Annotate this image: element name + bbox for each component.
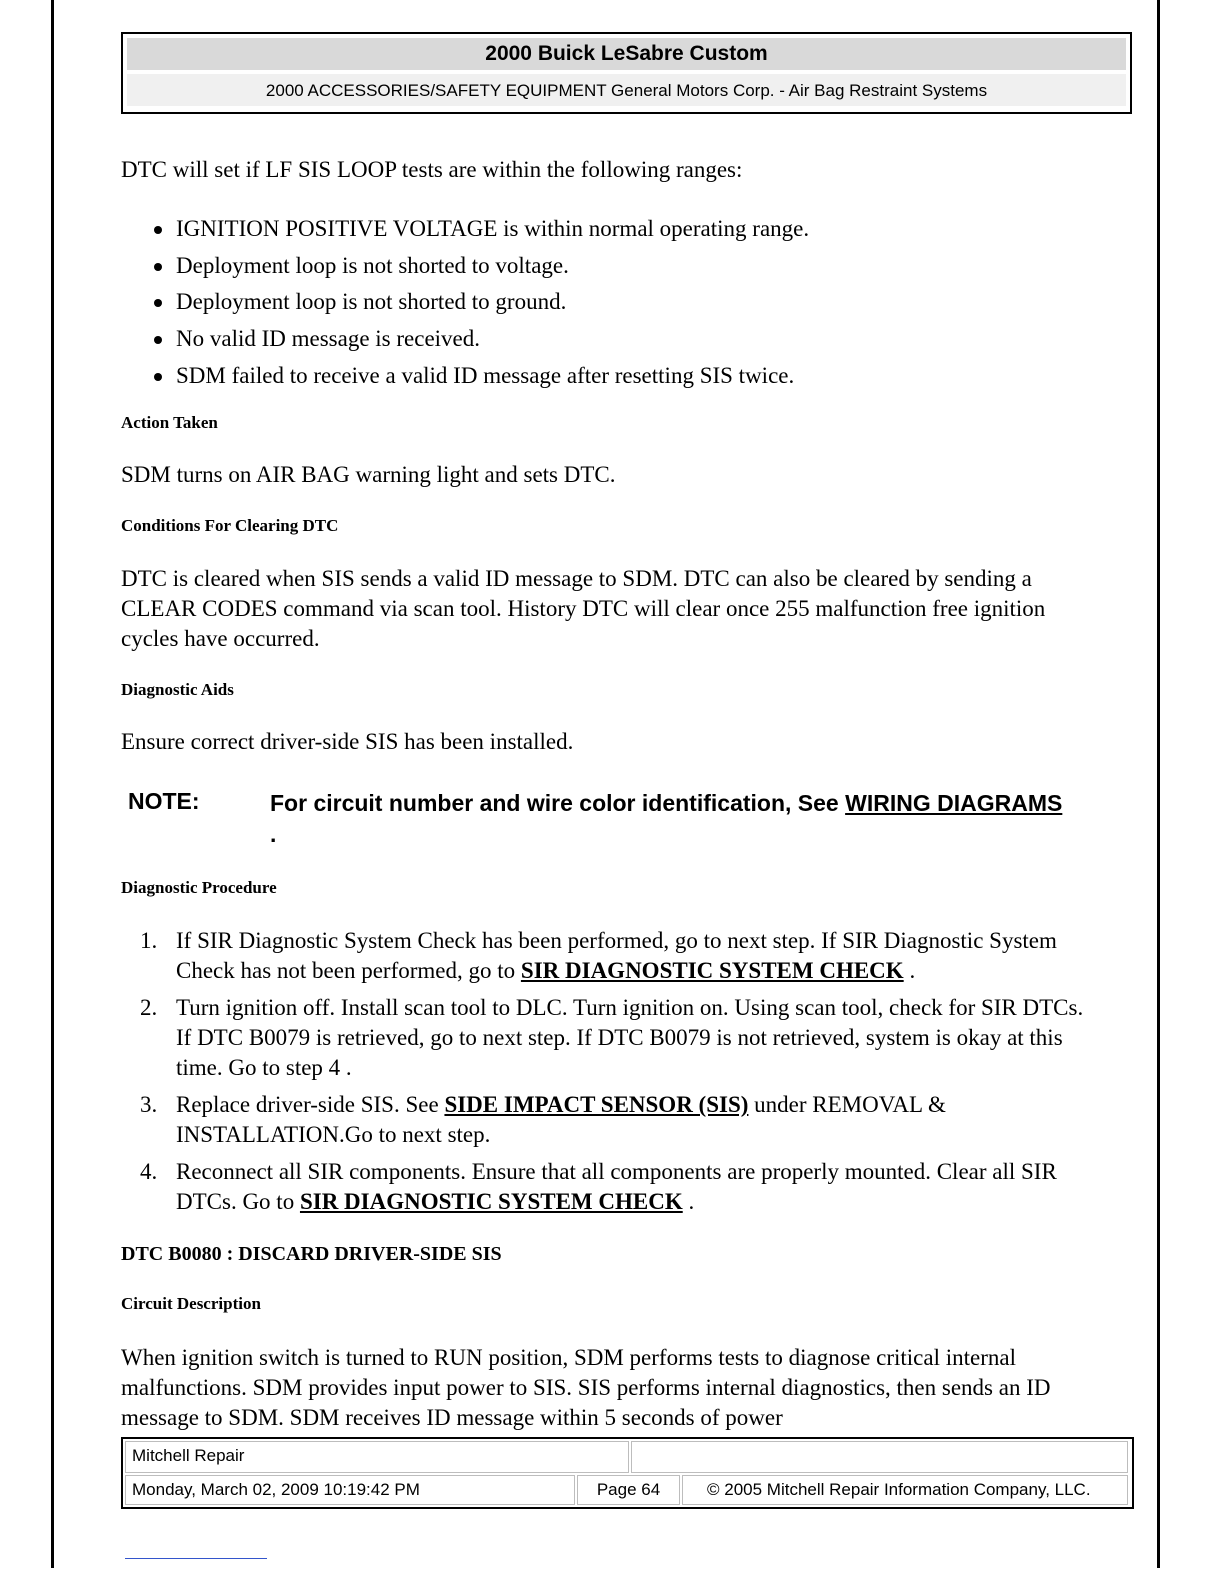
intro-text: DTC will set if LF SIS LOOP tests are within the following ranges: bbox=[121, 157, 743, 182]
step-after: under REMOVAL & INSTALLATION.Go to next step. bbox=[176, 1092, 946, 1147]
clearing-text: DTC is cleared when SIS sends a valid ID message to SDM. DTC can also be cleared by sending a CLEAR CODES command via scan tool. History DTC will clear once 255 malfunction free ignition cycles have occurred. bbox=[121, 566, 1046, 651]
clearing-heading: Conditions For Clearing DTC bbox=[121, 516, 339, 535]
note-text bbox=[270, 788, 1070, 850]
page-border-right bbox=[1157, 0, 1160, 1568]
diagnostic-aids-heading: Diagnostic Aids bbox=[121, 680, 234, 699]
action-taken-text: SDM turns on AIR BAG warning light and sets DTC. bbox=[121, 462, 616, 487]
step-3 bbox=[140, 1090, 1100, 1150]
circuit-description-text: When ignition switch is turned to RUN position, SDM performs tests to diagnose critical internal malfunctions. SDM provides input power to SIS. SIS performs internal diagnostics, then sends an ID message to SDM. SDM receives ID message within 5 seconds of power bbox=[121, 1345, 1051, 1430]
wiring-diagrams-link[interactable]: WIRING DIAGRAMS bbox=[845, 790, 1063, 816]
footer-copyright: © 2005 Mitchell Repair Information Company, LLC. bbox=[682, 1475, 1128, 1505]
conditions-list bbox=[150, 211, 809, 395]
step-text: Replace driver-side SIS. See bbox=[176, 1092, 439, 1117]
circuit-description-heading: Circuit Description bbox=[121, 1294, 261, 1313]
procedure-steps bbox=[140, 926, 1100, 1224]
footer-datetime: Monday, March 02, 2009 10:19:42 PM bbox=[125, 1475, 575, 1505]
step-4 bbox=[140, 1157, 1100, 1217]
step-number: 4. bbox=[140, 1159, 158, 1184]
document-footer bbox=[121, 1437, 1134, 1509]
note-label: NOTE: bbox=[128, 788, 200, 814]
list-item: Deployment loop is not shorted to ground. bbox=[150, 284, 809, 321]
step-number: 2. bbox=[140, 995, 158, 1020]
list-item: No valid ID message is received. bbox=[150, 321, 809, 358]
document-header bbox=[121, 32, 1132, 114]
bottom-divider bbox=[125, 1558, 267, 1559]
diagnostic-procedure-heading: Diagnostic Procedure bbox=[121, 878, 277, 897]
note-body: For circuit number and wire color identification, See bbox=[270, 790, 839, 816]
diagnostic-aids-text: Ensure correct driver-side SIS has been installed. bbox=[121, 729, 574, 754]
side-impact-sensor-link[interactable]: SIDE IMPACT SENSOR (SIS) bbox=[444, 1092, 749, 1117]
list-item: SDM failed to receive a valid ID message after resetting SIS twice. bbox=[150, 358, 809, 395]
step-text: Turn ignition off. Install scan tool to DLC. Turn ignition on. Using scan tool, check for SIR DTCs. If DTC B0079 is retrieved, go to next step. If DTC B0079 is not retrieved, system is okay at this time. Go to step 4 . bbox=[176, 995, 1084, 1080]
footer-empty-cell bbox=[631, 1441, 1128, 1473]
step-number: 1. bbox=[140, 928, 158, 953]
section-subtitle: 2000 ACCESSORIES/SAFETY EQUIPMENT General Motors Corp. - Air Bag Restraint Systems bbox=[127, 74, 1126, 106]
sir-diagnostic-system-check-link[interactable]: SIR DIAGNOSTIC SYSTEM CHECK bbox=[520, 958, 904, 983]
step-1 bbox=[140, 926, 1100, 986]
note-end: . bbox=[270, 821, 277, 847]
action-taken-heading: Action Taken bbox=[121, 413, 218, 432]
vehicle-title: 2000 Buick LeSabre Custom bbox=[127, 38, 1126, 70]
dtc-b0080-title: DTC B0080 : DISCARD DRIVER-SIDE SIS bbox=[121, 1243, 502, 1265]
sir-diagnostic-system-check-link[interactable]: SIR DIAGNOSTIC SYSTEM CHECK bbox=[299, 1189, 683, 1214]
list-item: IGNITION POSITIVE VOLTAGE is within normal operating range. bbox=[150, 211, 809, 248]
step-number: 3. bbox=[140, 1092, 158, 1117]
step-after: . bbox=[688, 1189, 695, 1214]
step-text: If SIR Diagnostic System Check has been performed, go to next step. If SIR Diagnostic System Check has not been performed, go to bbox=[176, 928, 1057, 983]
list-item: Deployment loop is not shorted to voltage. bbox=[150, 248, 809, 285]
step-text: Reconnect all SIR components. Ensure that all components are properly mounted. Clear all SIR DTCs. Go to bbox=[176, 1159, 1057, 1214]
page-border-left bbox=[51, 0, 54, 1568]
footer-publisher: Mitchell Repair bbox=[125, 1441, 629, 1473]
footer-page-number: Page 64 bbox=[577, 1475, 680, 1505]
step-after: . bbox=[909, 958, 916, 983]
step-2 bbox=[140, 993, 1100, 1083]
